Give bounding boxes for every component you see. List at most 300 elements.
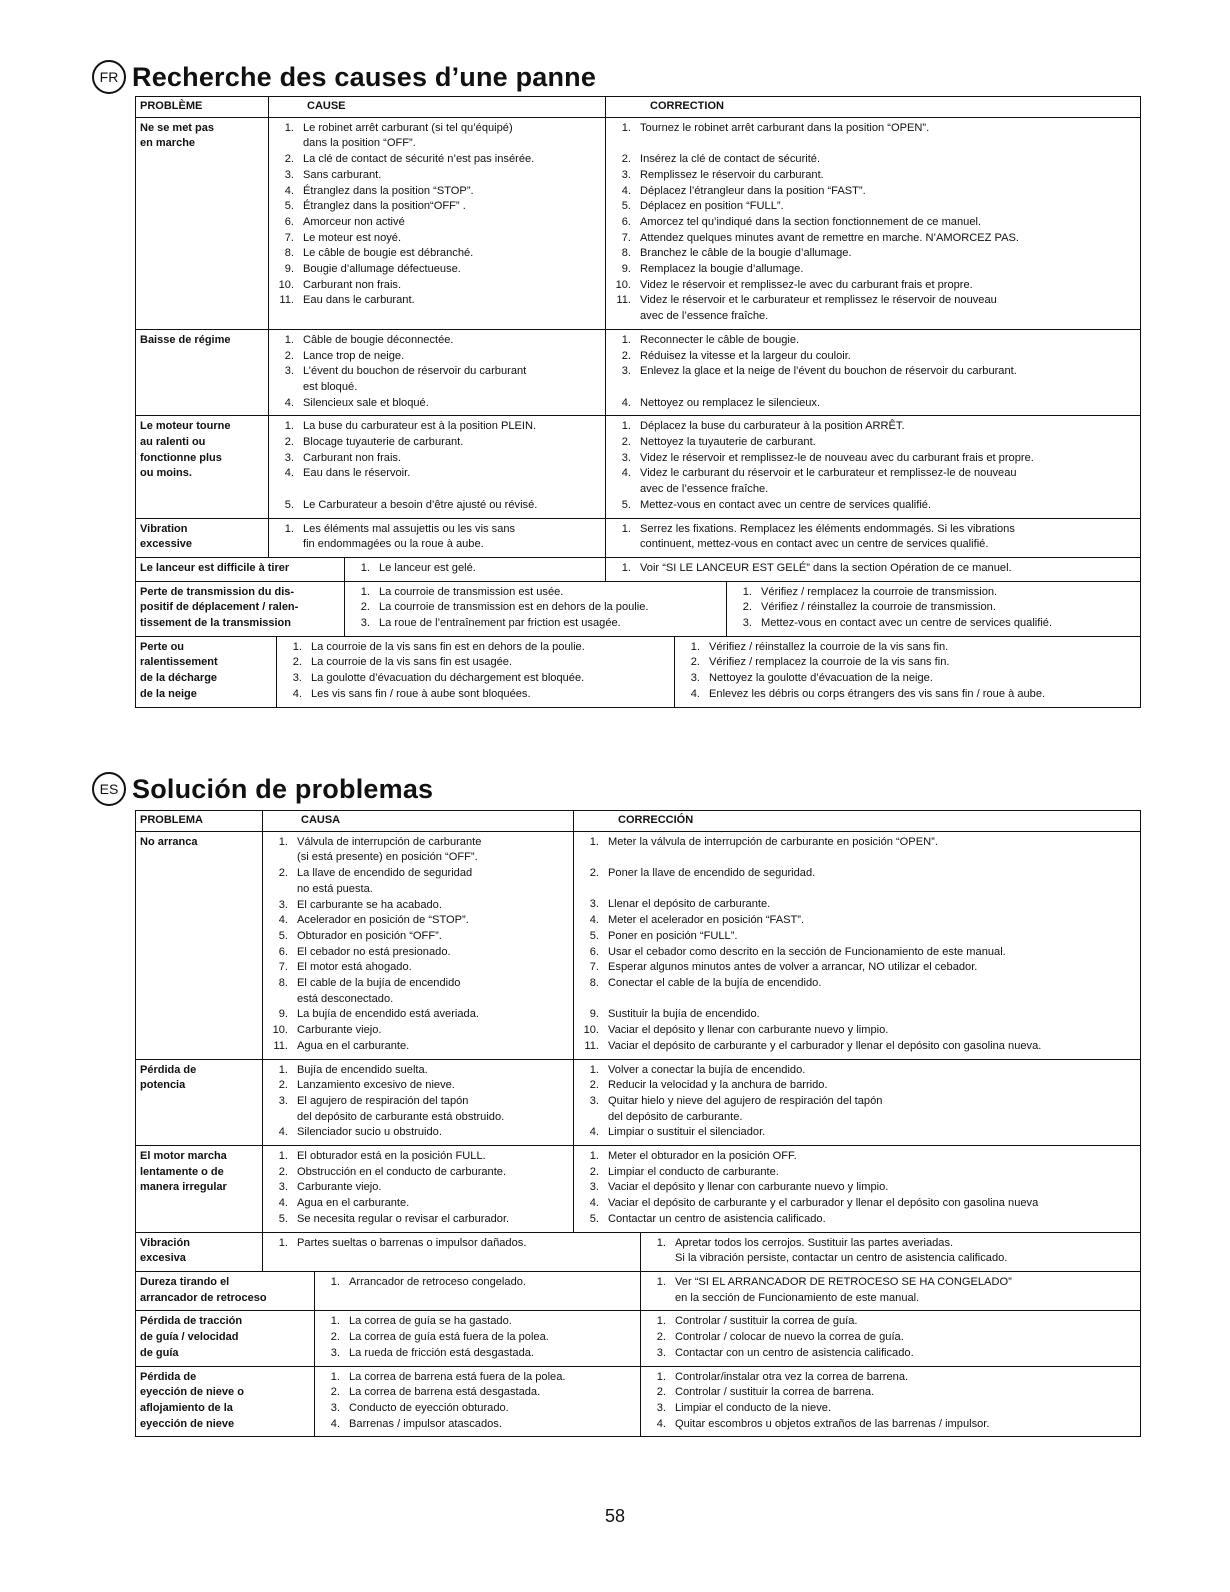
cause-list-line (267, 1212, 569, 1228)
item-text: Blocage tuyauterie de carburant. (303, 436, 464, 449)
cause-list (273, 333, 601, 412)
problem-cell: Perte ou ralentissement de la décharge de la neige (140, 640, 218, 700)
spacer (610, 380, 1136, 396)
cause-list-line (267, 1023, 569, 1039)
item-number: 3. (589, 1181, 599, 1194)
cause-list-line (273, 152, 601, 168)
correction-cell (640, 1272, 1140, 1310)
item-number: 3. (284, 451, 294, 464)
item-number: 2. (589, 867, 599, 880)
item-text: Remplissez le réservoir du carburant. (640, 168, 824, 181)
item-number: 4. (284, 184, 294, 197)
cause-list-line (267, 850, 569, 866)
correction-cell (605, 519, 1140, 557)
cause-list-line (267, 1165, 569, 1181)
spacer (610, 136, 1136, 152)
item-text: Usar el cebador como descrito en la sección de Funcionamiento de este manual. (608, 945, 1006, 958)
cause-list-line (273, 419, 601, 435)
cause-list-line (267, 882, 569, 898)
item-number: 1. (621, 561, 631, 574)
spacer (578, 992, 1136, 1008)
item-number: 5. (589, 929, 599, 942)
cause-list-line (267, 976, 569, 992)
item-text: Carburant non frais. (303, 278, 402, 291)
item-text: La courroie de transmission est usée. (379, 585, 564, 598)
cause-list-line (273, 380, 601, 396)
item-text: Controlar / sustituir la correa de guía. (675, 1315, 858, 1328)
cause-list-line (281, 687, 670, 703)
item-text: Remplacez la bougie d’allumage. (640, 263, 804, 276)
correction-list-line (610, 435, 1136, 451)
correction-list-line (578, 866, 1136, 882)
item-text: Meter el acelerador en posición “FAST”. (608, 914, 805, 927)
item-text: La roue de l’entraînement par friction est usagée. (379, 617, 621, 630)
item-number: 4. (278, 1126, 288, 1139)
item-number: 1. (656, 1315, 666, 1328)
cause-list-line (273, 215, 601, 231)
cause-cell (262, 1060, 573, 1146)
cause-column-header: CAUSE (268, 97, 605, 117)
item-number: 10. (278, 278, 294, 291)
cause-list-line (267, 1007, 569, 1023)
correction-list-line (645, 1330, 1136, 1346)
item-text: La correa de barrena está fuera de la polea. (349, 1370, 566, 1383)
item-text: Reconnecter le câble de bougie. (640, 333, 800, 346)
cause-list-line (267, 835, 569, 851)
correction-list-line (645, 1370, 1136, 1386)
item-text: Silenciador sucio u obstruido. (297, 1126, 442, 1139)
cause-list-line (273, 396, 601, 412)
problem-cell: Pérdida de potencia (140, 1063, 197, 1092)
item-number: 1. (656, 1275, 666, 1288)
problem-column-header: PROBLEMA (140, 814, 203, 826)
cause-list-line (273, 246, 601, 262)
cause-list-line (319, 1314, 636, 1330)
item-text: Déplacez la buse du carburateur à la position ARRÊT. (640, 420, 905, 433)
item-text: Agua en el carburante. (297, 1197, 410, 1210)
item-text: Barrenas / impulsor atascados. (349, 1417, 502, 1430)
item-number: 3. (621, 365, 631, 378)
cause-list-line (319, 1370, 636, 1386)
item-text: Eau dans le réservoir. (303, 467, 411, 480)
spacer (578, 850, 1136, 866)
cause-list-line (273, 168, 601, 184)
item-text: Le robinet arrêt carburant (si tel qu’équipé) (303, 121, 513, 134)
table-row (136, 1366, 1140, 1437)
item-text: Le moteur est noyé. (303, 231, 402, 244)
cause-cell (268, 118, 605, 329)
item-number: 4. (621, 184, 631, 197)
item-text: Meter el obturador en la posición OFF. (608, 1150, 797, 1163)
cause-list-line (267, 1078, 569, 1094)
item-text: El carburante se ha acabado. (297, 898, 442, 911)
cause-cell (276, 637, 674, 707)
item-text: Insérez la clé de contact de sécurité. (640, 153, 821, 166)
item-number: 1. (284, 522, 294, 535)
item-number: 1. (278, 1236, 288, 1249)
cause-list-line (273, 498, 601, 514)
item-number: 3. (278, 1181, 288, 1194)
item-number: 4. (292, 687, 302, 700)
table-row (136, 1232, 1140, 1271)
item-text: Silencieux sale et bloqué. (303, 396, 429, 409)
item-number: 2. (656, 1386, 666, 1399)
correction-cell (605, 416, 1140, 517)
correction-list-line (578, 1180, 1136, 1196)
correction-list-line (578, 835, 1136, 851)
cause-list-line (281, 655, 670, 671)
correction-cell (640, 1311, 1140, 1365)
cause-list-line (273, 199, 601, 215)
item-number: 2. (278, 1165, 288, 1178)
cause-list-line (349, 561, 601, 577)
item-text: Poner en posición “FULL”. (608, 929, 738, 942)
fr-page-title: Recherche des causes d’une panne (132, 61, 597, 92)
item-number: 1. (742, 585, 752, 598)
correction-list (645, 1275, 1136, 1306)
cause-list (349, 585, 722, 632)
cause-list-line (273, 262, 601, 278)
item-text: Vérifiez / réinstallez la courroie de transmission. (761, 601, 996, 614)
correction-list-line (610, 396, 1136, 412)
item-number: 4. (589, 914, 599, 927)
item-number: 2. (656, 1331, 666, 1344)
item-text: Contactar con un centro de asistencia calificado. (675, 1346, 914, 1359)
correction-list-line (610, 466, 1136, 482)
item-text: Vaciar el depósito y llenar con carburante nuevo y limpio. (608, 1181, 889, 1194)
item-number: 4. (278, 1197, 288, 1210)
table-row (136, 518, 1140, 557)
problem-cell: Le lanceur est difficile à tirer (140, 561, 290, 574)
cause-cell (314, 1311, 640, 1365)
item-text: Si la vibración persiste, contactar un centro de asistencia calificado. (675, 1252, 1008, 1265)
correction-list (578, 835, 1136, 1055)
item-number (578, 1110, 608, 1126)
item-number (267, 850, 297, 866)
cause-list-line (267, 1125, 569, 1141)
table-row (136, 1059, 1140, 1146)
cause-cell (344, 582, 726, 636)
item-number: 4. (284, 467, 294, 480)
item-number: 5. (621, 498, 631, 511)
cause-list-line (273, 184, 601, 200)
item-text: (si está presente) en posición “OFF”. (297, 851, 478, 864)
correction-list-line (645, 1417, 1136, 1433)
item-text: La clé de contact de sécurité n’est pas insérée. (303, 153, 535, 166)
item-number: 11. (584, 1039, 599, 1052)
table-header-row (136, 811, 1140, 831)
correction-list-line (610, 152, 1136, 168)
cause-list-line (267, 1110, 569, 1126)
item-number (610, 482, 640, 498)
item-text: está desconectado. (297, 992, 394, 1005)
item-number: 4. (278, 914, 288, 927)
cause-list (319, 1275, 636, 1291)
item-text: Nettoyez la tuyauterie de carburant. (640, 436, 816, 449)
correction-list-line (610, 184, 1136, 200)
item-text: La correa de barrena está desgastada. (349, 1386, 541, 1399)
item-text: Nettoyez la goulotte d’évacuation de la neige. (709, 672, 933, 685)
correction-list-line (610, 482, 1136, 498)
item-text: Enlevez la glace et la neige de l’évent du bouchon de réservoir du carburant. (640, 365, 1017, 378)
item-text: Agua en el carburante. (297, 1039, 410, 1052)
item-text: Étranglez dans la position “STOP”. (303, 184, 474, 197)
cause-list-line (273, 451, 601, 467)
correction-cell (573, 832, 1140, 1059)
item-number: 1. (284, 121, 294, 134)
cause-list-line (319, 1401, 636, 1417)
item-text: Apretar todos los cerrojos. Sustituir las partes averiadas. (675, 1236, 954, 1249)
table-row (136, 581, 1140, 636)
cause-list-line (273, 231, 601, 247)
item-number: 3. (292, 672, 302, 685)
item-number: 6. (589, 945, 599, 958)
correction-list-line (578, 1165, 1136, 1181)
cause-list-line (267, 992, 569, 1008)
item-text: Quitar hielo y nieve del agujero de respiración del tapón (608, 1094, 883, 1107)
item-number: 6. (278, 945, 288, 958)
correction-list (645, 1236, 1136, 1267)
item-number: 7. (621, 231, 631, 244)
item-number: 5. (278, 929, 288, 942)
item-number: 3. (278, 898, 288, 911)
item-number: 1. (284, 333, 294, 346)
item-number: 2. (330, 1331, 340, 1344)
correction-list-line (610, 121, 1136, 137)
correction-list-line (610, 364, 1136, 380)
cause-list (267, 1236, 636, 1252)
item-number: 4. (656, 1417, 666, 1430)
item-number (273, 537, 303, 553)
cause-list (319, 1370, 636, 1433)
cause-list-line (319, 1417, 636, 1433)
correction-cell (605, 330, 1140, 416)
item-number (273, 380, 303, 396)
item-text: Mettez-vous en contact avec un centre de services qualifié. (761, 617, 1053, 630)
item-number: 3. (589, 1094, 599, 1107)
item-number (610, 537, 640, 553)
item-number: 8. (284, 247, 294, 260)
table-row (136, 415, 1140, 517)
cause-list-line (267, 1180, 569, 1196)
item-text: La goulotte d’évacuation du déchargement est bloquée. (311, 672, 585, 685)
correction-list-line (645, 1401, 1136, 1417)
item-number: 1. (292, 640, 302, 653)
item-number (645, 1291, 675, 1307)
correction-list-line (578, 1063, 1136, 1079)
item-text: Vaciar el depósito y llenar con carburante nuevo y limpio. (608, 1024, 889, 1037)
item-text: Meter la válvula de interrupción de carburante en posición “OPEN”. (608, 835, 938, 848)
problem-cell: Vibration excessive (140, 522, 192, 551)
correction-list-line (679, 655, 1136, 671)
cause-list-line (267, 1094, 569, 1110)
fr-section-title (92, 60, 596, 94)
item-number: 5. (621, 200, 631, 213)
correction-list-line (610, 293, 1136, 309)
item-number: 5. (284, 498, 294, 511)
cause-list-line (273, 333, 601, 349)
correction-list-line (578, 897, 1136, 913)
item-text: El obturador está en la posición FULL. (297, 1150, 486, 1163)
item-text: L’évent du bouchon de réservoir du carburant (303, 365, 527, 378)
item-text: El cable de la bujía de encendido (297, 977, 461, 990)
item-number: 3. (284, 168, 294, 181)
table-header-row (136, 97, 1140, 117)
cause-list-line (273, 466, 601, 482)
correction-list (645, 1314, 1136, 1361)
item-number: 1. (589, 1150, 599, 1163)
item-text: Bougie d’allumage défectueuse. (303, 263, 461, 276)
correction-list-line (610, 522, 1136, 538)
item-text: avec de l’essence fraîche. (640, 483, 769, 496)
cause-list-line (319, 1330, 636, 1346)
correction-list (578, 1149, 1136, 1228)
cause-list-line (273, 364, 601, 380)
item-text: La courroie de la vis sans fin est en dehors de la poulie. (311, 640, 585, 653)
item-number: 3. (360, 617, 370, 630)
correction-list-line (610, 349, 1136, 365)
table-row (136, 1310, 1140, 1365)
item-number: 3. (690, 672, 700, 685)
correction-cell (573, 1060, 1140, 1146)
cause-list (267, 1149, 569, 1228)
item-text: en la sección de Funcionamiento de este manual. (675, 1291, 920, 1304)
correction-list-line (578, 1125, 1136, 1141)
item-number (273, 136, 303, 152)
item-text: Reducir la velocidad y la anchura de barrido. (608, 1079, 828, 1092)
item-text: Vaciar el depósito de carburante y el carburador y llenar el depósito con gasolina nueva (608, 1197, 1039, 1210)
item-text: Lanzamiento excesivo de nieve. (297, 1079, 455, 1092)
item-text: Controlar / sustituir la correa de barrena. (675, 1386, 875, 1399)
item-number: 2. (742, 601, 752, 614)
cause-list-line (281, 671, 670, 687)
item-number: 1. (278, 835, 288, 848)
item-text: Sans carburant. (303, 168, 382, 181)
item-text: Videz le réservoir et remplissez-le de nouveau avec du carburant frais et propre. (640, 451, 1034, 464)
cause-list-line (281, 640, 670, 656)
correction-list (610, 522, 1136, 553)
page-number: 58 (604, 1506, 626, 1526)
item-number: 1. (278, 1150, 288, 1163)
correction-list-line (610, 419, 1136, 435)
item-text: Voir “SI LE LANCEUR EST GELÉ” dans la section Opération de ce manuel. (640, 561, 1012, 574)
item-number: 2. (284, 349, 294, 362)
correction-list-line (578, 1212, 1136, 1228)
item-number: 7. (284, 231, 294, 244)
item-number (610, 309, 640, 325)
item-text: Conducto de eyección obturado. (349, 1401, 509, 1414)
correction-list-line (645, 1291, 1136, 1307)
cause-list-line (267, 898, 569, 914)
item-text: La bujía de encendido está averiada. (297, 1008, 479, 1021)
item-number: 4. (284, 396, 294, 409)
item-number: 1. (360, 585, 370, 598)
correction-list (731, 585, 1136, 632)
item-number: 3. (656, 1346, 666, 1359)
item-number: 2. (284, 153, 294, 166)
item-number: 3. (656, 1401, 666, 1414)
correction-list-line (578, 1007, 1136, 1023)
cause-list-line (273, 278, 601, 294)
es-page-title: Solución de problemas (132, 773, 434, 804)
correction-list-line (679, 640, 1136, 656)
problem-cell: Pérdida de tracción de guía / velocidad de guía (140, 1315, 243, 1359)
item-text: Mettez-vous en contact avec un centre de services qualifié. (640, 498, 932, 511)
item-number: 9. (284, 263, 294, 276)
cause-list-line (273, 435, 601, 451)
item-text: La correa de guía se ha gastado. (349, 1315, 512, 1328)
problem-cell: Perte de transmission du dis- positif de déplacement / ralen- tissement de la transmission (140, 585, 299, 630)
item-text: Branchez le câble de la bougie d’allumage. (640, 247, 852, 260)
problem-cell: Dureza tirando el arrancador de retroceso (140, 1275, 267, 1304)
item-text: Serrez les fixations. Remplacez les éléments endommagés. Si les vibrations (640, 522, 1015, 535)
item-text: Limpiar el conducto de carburante. (608, 1165, 779, 1178)
item-number: 3. (330, 1401, 340, 1414)
item-number: 2. (589, 1165, 599, 1178)
item-text: Obturador en posición “OFF”. (297, 929, 442, 942)
item-text: Volver a conectar la bujía de encendido. (608, 1063, 806, 1076)
item-text: Vérifiez / réinstallez la courroie de la vis sans fin. (709, 640, 949, 653)
item-number: 11. (279, 294, 294, 307)
correction-list-line (578, 1078, 1136, 1094)
problem-cell: No arranca (140, 835, 198, 848)
item-text: Arrancador de retroceso congelado. (349, 1275, 526, 1288)
problem-cell: Le moteur tourne au ralenti ou fonctionne plus ou moins. (140, 420, 231, 480)
cause-list-line (319, 1346, 636, 1362)
item-number: 8. (278, 977, 288, 990)
cause-list-line (273, 522, 601, 538)
correction-list-line (610, 199, 1136, 215)
correction-list-line (679, 687, 1136, 703)
item-text: Llenar el depósito de carburante. (608, 898, 771, 911)
correction-list-line (610, 231, 1136, 247)
item-number: 1. (621, 522, 631, 535)
cause-cell (268, 330, 605, 416)
item-number: 7. (589, 961, 599, 974)
correction-list-line (645, 1236, 1136, 1252)
item-number: 11. (616, 294, 631, 307)
item-number: 9. (621, 263, 631, 276)
item-number: 2. (284, 436, 294, 449)
item-text: Carburante viejo. (297, 1181, 382, 1194)
item-text: Les éléments mal assujettis ou les vis sans (303, 522, 516, 535)
es-section-title (92, 772, 433, 806)
item-number (267, 882, 297, 898)
item-text: Bujía de encendido suelta. (297, 1063, 428, 1076)
es-language-badge: ES (92, 772, 126, 806)
item-text: Déplacez en position “FULL”. (640, 200, 784, 213)
item-text: Réduisez la vitesse et la largeur du couloir. (640, 349, 851, 362)
correction-list-line (578, 976, 1136, 992)
correction-list-line (645, 1314, 1136, 1330)
item-number: 2. (621, 436, 631, 449)
correction-cell (605, 118, 1140, 329)
item-number: 5. (284, 200, 294, 213)
table-row (136, 329, 1140, 416)
item-text: La llave de encendido de seguridad (297, 867, 473, 880)
correction-cell (605, 558, 1140, 581)
item-text: fin endommagées ou la roue à aube. (303, 538, 484, 551)
fr-language-badge: FR (92, 60, 126, 94)
cause-list-line (349, 600, 722, 616)
item-text: Sustituir la bujía de encendido. (608, 1008, 760, 1021)
item-number: 2. (278, 1079, 288, 1092)
cause-list-line (267, 945, 569, 961)
correction-list-line (610, 561, 1136, 577)
item-number: 7. (278, 961, 288, 974)
cause-column-header: CAUSA (262, 811, 573, 831)
correction-list-line (578, 1149, 1136, 1165)
